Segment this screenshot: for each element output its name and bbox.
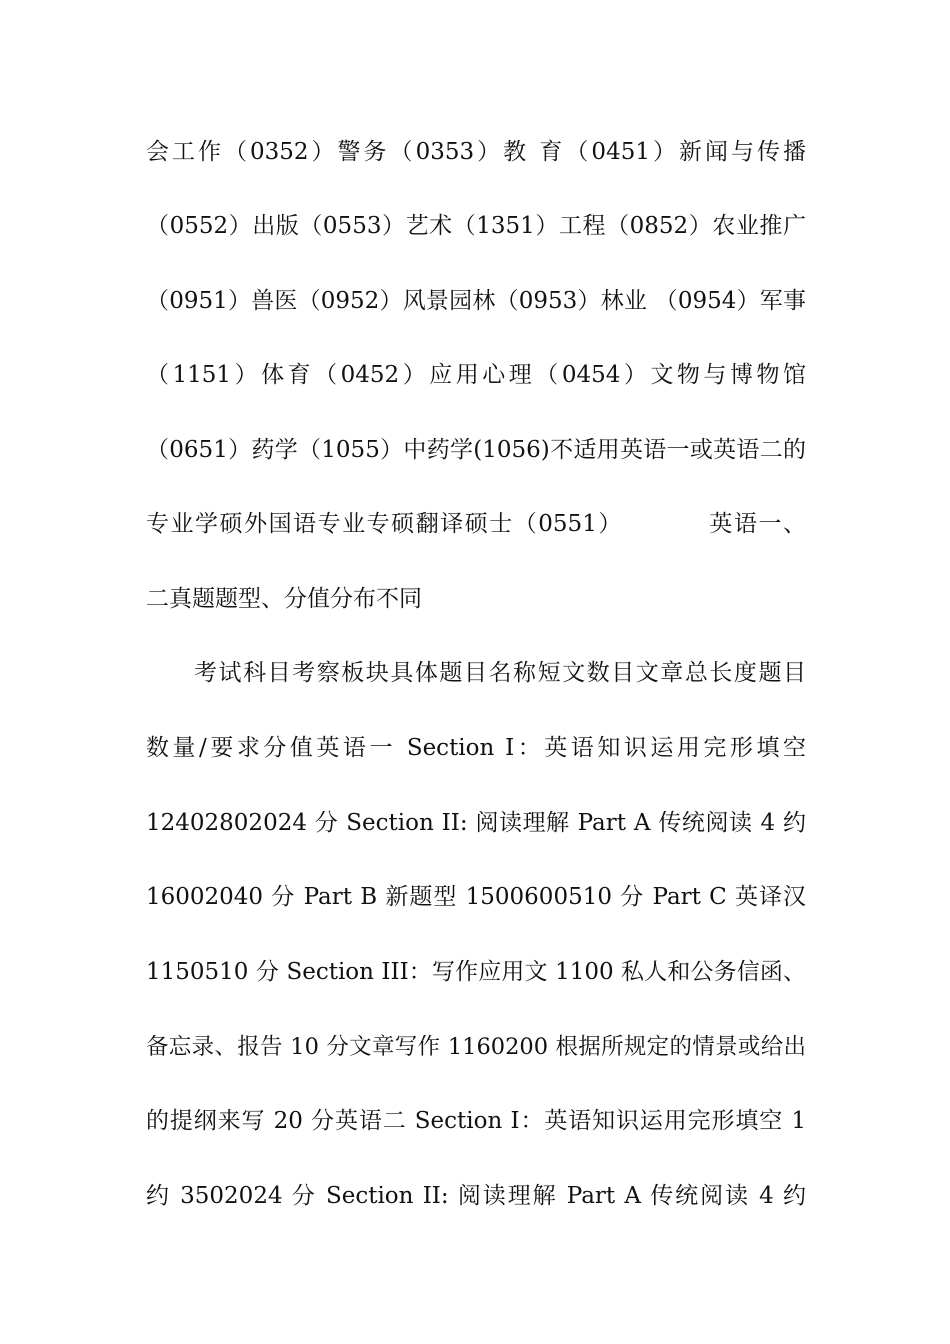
paragraph-2-line-1: 考试科目考察板块具体题目名称短文数目文章总长度题目 [194,660,806,686]
paragraph-2-line-4: 16002040 分 Part B 新题型 1500600510 分 Part C 英译汉 [146,884,806,910]
paragraph-1-line-1: 会工作（0352）警务（0353）教 育（0451）新闻与传播 [146,139,806,165]
paragraph-2-line-7: 的提纲来写 20 分英语二 Section I：英语知识运用完形填空 1 [146,1108,806,1134]
paragraph-2-line-5: 1150510 分 Section III：写作应用文 1100 私人和公务信函、 [146,959,806,985]
paragraph-1-line-6: 专业学硕外国语专业专硕翻译硕士（0551） 英语一、 [146,511,806,537]
paragraph-2-line-3: 12402802024 分 Section II: 阅读理解 Part A 传统阅读 4 约 [146,810,806,836]
paragraph-1-line-7: 二真题题型、分值分布不同 [146,586,422,612]
paragraph-2-line-6: 备忘录、报告 10 分文章写作 1160200 根据所规定的情景或给出 [146,1034,806,1060]
paragraph-2-line-8: 约 3502024 分 Section II: 阅读理解 Part A 传统阅读 4 约 [146,1183,806,1209]
paragraph-1-line-2: （0552）出版（0553）艺术（1351）工程（0852）农业推广 [146,213,806,239]
paragraph-2-line-2: 数量/要求分值英语一 Section I：英语知识运用完形填空 [146,735,806,761]
paragraph-1-line-4: （1151）体育（0452）应用心理（0454）文物与博物馆 [146,362,806,388]
paragraph-1-line-3: （0951）兽医（0952）风景园林（0953）林业 （0954）军事 [146,288,806,314]
paragraph-1-line-5: （0651）药学（1055）中药学(1056)不适用英语一或英语二的 [146,437,806,463]
